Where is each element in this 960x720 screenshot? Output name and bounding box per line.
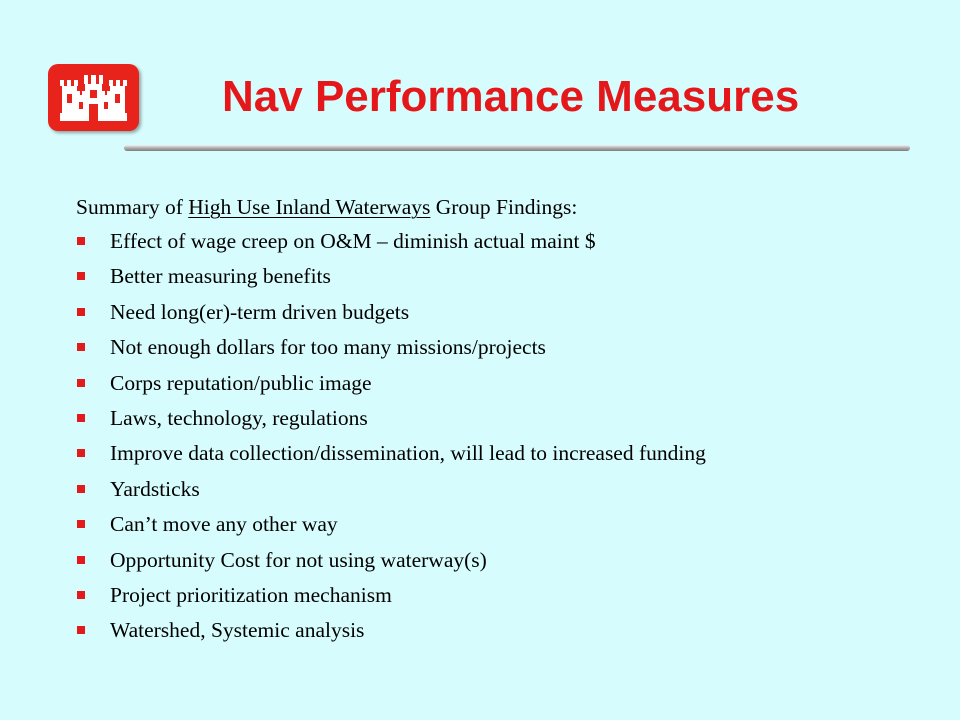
castle-icon xyxy=(58,72,129,123)
finding-text: Corps reputation/public image xyxy=(110,370,372,395)
square-bullet-icon xyxy=(77,343,85,351)
finding-text: Can’t move any other way xyxy=(110,512,338,537)
finding-text: Laws, technology, regulations xyxy=(110,405,368,430)
finding-text: Need long(er)-term driven budgets xyxy=(110,299,410,324)
square-bullet-icon xyxy=(77,520,85,528)
summary-intro xyxy=(76,192,936,226)
intro-prefix: Summary of xyxy=(76,195,189,219)
finding-text: Opportunity Cost for not using waterway(s) xyxy=(110,547,487,572)
finding-text: Yardsticks xyxy=(110,476,200,501)
square-bullet-icon xyxy=(77,308,85,316)
finding-item xyxy=(76,368,936,403)
group-name: High Use Inland Waterways xyxy=(188,195,431,219)
finding-item xyxy=(76,509,936,544)
square-bullet-icon xyxy=(77,626,85,634)
finding-item xyxy=(76,261,936,296)
finding-text: Effect of wage creep on O&M – diminish actual maint $ xyxy=(110,229,596,253)
corps-castle-logo xyxy=(48,64,139,131)
square-bullet-icon xyxy=(77,237,85,245)
square-bullet-icon xyxy=(77,379,85,387)
finding-item xyxy=(76,226,936,261)
title-divider xyxy=(124,145,910,151)
slide-body xyxy=(76,192,936,651)
finding-item xyxy=(76,438,936,473)
square-bullet-icon xyxy=(77,485,85,493)
finding-item xyxy=(76,403,936,438)
finding-item xyxy=(76,297,936,332)
finding-text: Better measuring benefits xyxy=(110,264,331,289)
finding-item xyxy=(76,580,936,615)
findings-list xyxy=(76,226,936,651)
square-bullet-icon xyxy=(77,272,85,280)
finding-item xyxy=(76,332,936,367)
finding-item xyxy=(76,615,936,650)
square-bullet-icon xyxy=(77,591,85,599)
finding-text: Improve data collection/dissemination, will lead to increased funding xyxy=(110,441,706,466)
finding-item xyxy=(76,474,936,509)
finding-text: Not enough dollars for too many missions/projects xyxy=(110,335,546,360)
square-bullet-icon xyxy=(77,449,85,457)
square-bullet-icon xyxy=(77,556,85,564)
page-title: Nav Performance Measures xyxy=(222,72,800,121)
finding-item xyxy=(76,545,936,580)
finding-text: Watershed, Systemic analysis xyxy=(110,618,365,643)
square-bullet-icon xyxy=(77,414,85,422)
intro-suffix: Group Findings: xyxy=(430,195,578,219)
finding-text: Project prioritization mechanism xyxy=(110,582,392,607)
